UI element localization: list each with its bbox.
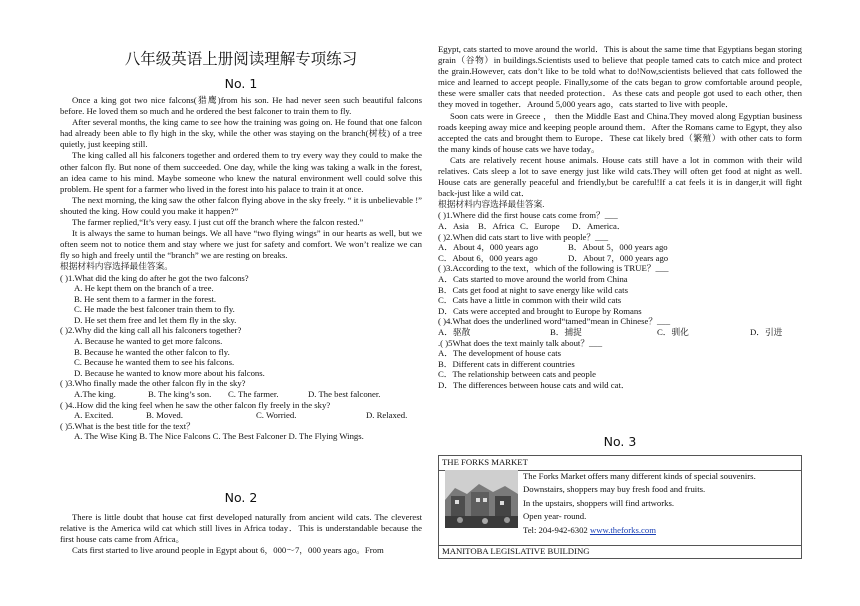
paragraph: After several months, the king came to see how the training was going on. He found that one falcon had already been able to fly high in the sky, while the other was staying on the branch(树枝) of a tree quietly, just keeping still.: [60, 117, 422, 150]
option: A. He kept them on the branch of a tree.: [74, 283, 214, 294]
question-3: ( )3.According to the text，which of the following is TRUE？___: [438, 263, 669, 274]
paragraph: Cats first started to live around people in Egypt about 6，000～7，000 years ago。From: [72, 545, 384, 556]
paragraph: There is little doubt that house cat first developed naturally from ancient wild cats. The cleverest relative is the America wild cat which still lives in Africa today．This is understandable because the first house cats came from Africa。: [60, 512, 422, 545]
options-row: [438, 242, 802, 253]
options-row: [60, 410, 422, 421]
option: D．America．: [572, 221, 626, 231]
option: A．The development of house cats: [438, 348, 562, 359]
option: B．About 5，000 years ago: [568, 242, 668, 253]
option: C．About 6，000 years ago: [438, 252, 538, 263]
option: D. Relaxed.: [366, 410, 408, 421]
options-row: [438, 253, 802, 264]
question-1: ( )1.Where did the first house cats come from？___: [438, 210, 618, 221]
ad-details: [523, 470, 799, 537]
question-2: ( )2.When did cats start to live with people？___: [438, 231, 609, 242]
ad-line: Downstairs, shoppers may buy fresh food and fruits.: [523, 484, 706, 495]
option: C. The farmer.: [228, 389, 279, 400]
options-row: [60, 389, 422, 400]
option: C．驯化: [657, 326, 689, 337]
options-row: [438, 327, 802, 338]
option: D．Cats were accepted and brought to Europe by Romans: [438, 305, 642, 316]
option: B. Because he wanted the other falcon to fly.: [74, 346, 230, 357]
option: B．Different cats in different countries: [438, 358, 575, 369]
option: C. Worried.: [256, 410, 297, 421]
section-heading-no1: No. 1: [224, 76, 258, 91]
section-heading-no2: No. 2: [224, 490, 258, 505]
option: A. Excited.: [74, 410, 114, 421]
option: B. He sent them to a farmer in the forest.: [74, 293, 217, 304]
option: C. Because he wanted them to see his falcons.: [74, 357, 235, 368]
question-4: ( )4..How did the king feel when he saw the other falcon fly freely in the sky?: [60, 399, 331, 410]
question-3: ( )3.Who finally made the other falcon fly in the sky?: [60, 378, 246, 389]
ad-contact: [523, 524, 799, 537]
passage-no1: [60, 95, 422, 442]
option: B．Cats get food at night to save energy like wild cats: [438, 284, 628, 295]
paragraph: Egypt, cats started to move around the world．This is about the same time that Egyptians began storing grain（谷物）in buildings.Scientists used to believe that people tamed cats to catch mice and protect the grain.However, cats don’t like to be told what to do!Now,scientists believed that cats followed the mice and learned to accept people. Finally,some of the cats began to grow comfortable around people, these were smaller cats that needed protection．As these cats and people got used to each other, then they moved in together．Around 5,000 years ago，cats started to live with people．: [438, 44, 802, 110]
option: A.The king.: [74, 389, 116, 400]
market-photo: [445, 470, 518, 528]
ad-title: THE FORKS MARKET: [439, 456, 801, 471]
option: C．Cats have a little in common with their wild cats: [438, 295, 622, 306]
option: A. Because he wanted to get more falcons.: [74, 336, 223, 347]
section-heading-no3: No. 3: [603, 434, 637, 449]
paragraph: It is always the same to human beings. We all have “two flying wings” in our hearts as well, but we often seem not to notice them and stay where we just for safety and comfort. We won’t realize we can fly so high and freely until the “branch” we are resting on breaks.: [60, 228, 422, 261]
option: B. The king’s son.: [148, 389, 212, 400]
page-title: 八年级英语上册阅读理解专项练习: [124, 50, 358, 68]
instruction: 根据材料内容选择最佳答案。: [60, 261, 173, 272]
option: A．驱散: [438, 326, 471, 337]
option: A．Cats started to move around the world from China: [438, 273, 628, 284]
instruction: 根据材料内容选择最佳答案.: [438, 199, 545, 210]
ad-line: Open year- round.: [523, 511, 587, 522]
paragraph: The farmer replied,“It’s very easy. I just cut off the branch where the falcon rested.”: [72, 217, 364, 228]
paragraph: Once a king got two nice falcons(猎鹰)from his son. He had never seen such beautiful falcons before. He loved them so much and he ordered the best falconer to train them to fly.: [60, 95, 422, 117]
question-5: ( )5.What is the best title for the text？: [60, 420, 195, 431]
question-4: ( )4.What does the underlined word“tamed”mean in Chinese？___: [438, 316, 671, 327]
option: A．About 4，000 years ago: [438, 242, 539, 253]
question-2: ( )2.Why did the king call all his falconers together?: [60, 325, 242, 336]
option: B. Moved.: [146, 410, 183, 421]
paragraph: The next morning, the king saw the other falcon flying above in the sky freely. “ it is unbelievable !” shouted the king. How could you make it happen?”: [60, 194, 422, 216]
paragraph: Cats are relatively recent house animals. House cats still have a lot in common with their wild relatives. Cats sleep a lot to save energy just like wild cats.They will often get food at night as well. House cats are generally peaceful and friendly,but be careful!If a cat feels it is in danger,it will fight back-just like a wild cat．: [438, 154, 802, 199]
option: D. He set them free and let them fly in the sky.: [74, 314, 237, 325]
option: A．Asia: [438, 221, 469, 231]
option: D．About 7，000 years ago: [568, 252, 669, 263]
options-row: [438, 221, 802, 232]
option: D．The differences between house cats and wild cat．: [438, 379, 630, 390]
paragraph: The king called all his falconers together and ordered them to try every way they could to make the other falcon fly. But none of them succeeded. One day, while the king was taking a walk in the forest, an idea came to his mind. Maybe someone who knew the natural environment well could solve this problem. He spent for a farmer who lived in the forest into his palace to train it at once.: [60, 150, 422, 194]
website-link[interactable]: www.theforks.com: [589, 524, 656, 535]
question-1: ( )1.What did the king do after he got the two falcons?: [60, 272, 249, 283]
question-5: .( )5What does the text mainly talk about？___: [438, 337, 603, 348]
tel-label: Tel: 204-942-6302: [523, 524, 590, 535]
option: A. The Wise King B. The Nice Falcons C. The Best Falconer D. The Flying Wings.: [74, 431, 364, 442]
ad-line: The Forks Market offers many different kinds of special souvenirs.: [523, 471, 756, 481]
forks-market-ad: [438, 455, 802, 559]
ad-line: In the upstairs, shoppers will find artworks.: [523, 497, 675, 508]
option: B．Africa: [478, 221, 515, 231]
option: B．捕捉: [550, 326, 582, 337]
paragraph: Soon cats were in Greece ， then the Middle East and China.They moved along Egyptian business roads keeping away mice and keeping people around them．After the Romans came to Egypt, they also accepted the cats and brought them to Europe．These cat likely bred（繁殖）with other cats to form the many kinds of house cats we have today。: [438, 110, 802, 154]
option: C．The relationship between cats and people: [438, 369, 597, 380]
option: D. The best falconer.: [308, 389, 381, 400]
option: C. He made the best falconer train them to fly.: [74, 304, 235, 315]
option: D. Because he wanted to know more about his falcons.: [74, 367, 265, 378]
passage-no2-start: [60, 512, 422, 556]
option: C．Europe: [520, 221, 560, 231]
next-ad-title: MANITOBA LEGISLATIVE BUILDING: [439, 545, 801, 558]
passage-no2-continued: [438, 44, 802, 391]
option: D．引进: [750, 326, 783, 337]
